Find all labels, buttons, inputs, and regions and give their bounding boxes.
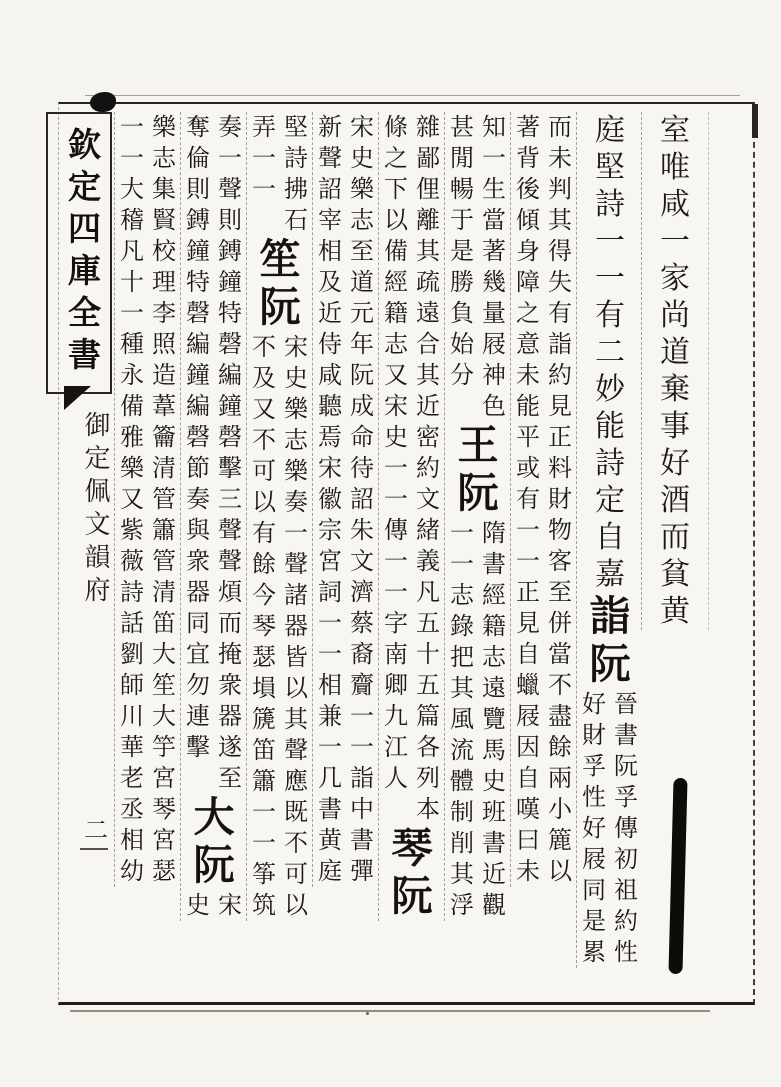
collection-label: 欽定四庫全書 [63, 127, 102, 379]
note-left-subcolumn: 好 財 孚 性 好 屐 同 是 累 [582, 690, 606, 966]
note-right-subcolumn: 樂 志 集 賢 校 理 李 照 造 葦 籥 清 管 簫 管 清 笛 大 笙 大 竽 宮 琴 宮 瑟 [152, 113, 176, 885]
body-text-run: 庭 堅 詩 一 一 有 二 妙 能 詩 定 自 嘉 [595, 113, 625, 592]
note-right-subcolumn: 宋 史 樂 志 樂 奏 一 聲 諸 器 皆 以 其 聲 應 既 不 可 以 [284, 333, 308, 919]
text-column [114, 112, 181, 887]
top-secondary-rule [85, 95, 740, 96]
entry-headword: 大 阮 [193, 793, 235, 889]
interlinear-note [313, 112, 379, 887]
note-left-subcolumn: 一 一 志 錄 把 其 風 流 體 制 削 其 浮 [450, 519, 474, 919]
entry-headword: 笙 阮 [259, 235, 301, 331]
interlinear-note [181, 112, 247, 794]
interlinear-note [577, 689, 643, 968]
note-right-subcolumn: 雜 鄙 俚 離 其 疏 遠 合 其 近 密 約 文 緒 義 凡 五 十 五 篇 各 列 本 [416, 113, 440, 823]
entry-headword: 琴 阮 [391, 824, 433, 920]
text-column [246, 112, 313, 921]
note-right-subcolumn: 宋 史 樂 志 至 道 元 年 阮 成 命 待 詔 朱 文 濟 蔡 裔 齎 一 一 詣 中 書 彈 [350, 113, 374, 885]
note-left-subcolumn: 一 一 大 稽 凡 十 一 種 永 備 雅 樂 又 紫 薇 詩 話 劉 師 川 華 老 丞 相 幼 [120, 113, 144, 885]
note-left-subcolumn: 新 聲 詔 宰 相 及 近 侍 咸 聽 焉 宋 徽 宗 宮 詞 一 一 相 兼 一 几 書 黄 庭 [318, 113, 342, 885]
bottom-secondary-rule [70, 1010, 710, 1012]
note-left-subcolumn: 不 及 又 不 可 以 有 餘 今 琴 瑟 塤 篪 笛 簫 一 一 筝 筑 [252, 333, 276, 919]
entry-headword: 詣 阮 [589, 592, 631, 688]
edge-ink-speck [752, 104, 758, 138]
text-column [510, 112, 577, 887]
text-column [312, 112, 379, 887]
note-right-subcolumn: 而 未 判 其 得 失 有 詣 約 見 正 料 財 物 客 至 併 當 不 盡 餘 兩 小 簏 以 [548, 113, 572, 885]
text-column [444, 112, 511, 921]
ink-blob [90, 92, 116, 112]
note-right-subcolumn: 晉 書 阮 孚 傳 初 祖 約 性 [614, 690, 638, 966]
note-right-subcolumn: 隋 書 經 籍 志 遠 覽 馬 史 班 書 近 觀 [482, 519, 506, 919]
note-left-subcolumn: 甚 閒 暢 于 是 勝 負 始 分 [450, 113, 474, 389]
note-left-subcolumn: 史 [186, 891, 210, 919]
text-column [641, 112, 709, 630]
page-number-rule [80, 848, 108, 850]
text-column [576, 112, 643, 968]
note-right-subcolumn: 宋 [218, 891, 242, 919]
note-left-subcolumn: 條 之 下 以 備 經 籍 志 又 宋 史 一 一 傳 一 一 字 南 卿 九 江 人 [384, 113, 408, 792]
interlinear-note [247, 332, 313, 921]
interlinear-note [181, 890, 247, 921]
note-left-subcolumn: 弄 一 一 [252, 113, 276, 203]
interlinear-note [379, 112, 445, 825]
page-frame [58, 102, 755, 1005]
interlinear-note [115, 112, 181, 887]
interlinear-note [445, 518, 511, 921]
note-right-subcolumn: 奏 一 聲 則 鎛 鐘 特 磬 編 鐘 磬 擊 三 聲 聲 煩 而 掩 衆 器 遂 至 [218, 113, 242, 792]
interlinear-note [247, 112, 313, 236]
book-title: 御定佩文韻府 [80, 411, 110, 609]
interlinear-note [511, 112, 577, 887]
body-text-run: 室 唯 咸 一 家 尚 道 棄 事 好 酒 而 貧 黄 [660, 113, 690, 629]
note-left-subcolumn: 著 背 後 傾 身 障 之 意 未 能 平 或 有 一 一 正 見 自 蠟 屐 因 自 嘆 曰 未 [516, 113, 540, 885]
text-column [378, 112, 445, 921]
text-column [180, 112, 247, 921]
interlinear-note [445, 112, 511, 422]
note-right-subcolumn: 堅 詩 拂 石 [284, 113, 308, 234]
ink-speck [366, 1012, 369, 1015]
entry-headword: 王 阮 [457, 421, 499, 517]
page-number: 二 [84, 816, 108, 844]
note-right-subcolumn: 知 一 生 當 著 幾 量 屐 神 色 [482, 113, 506, 420]
note-left-subcolumn: 奪 倫 則 鎛 鐘 特 磬 編 鐘 編 磬 節 奏 與 衆 器 同 宜 勿 連 擊 [186, 113, 210, 761]
